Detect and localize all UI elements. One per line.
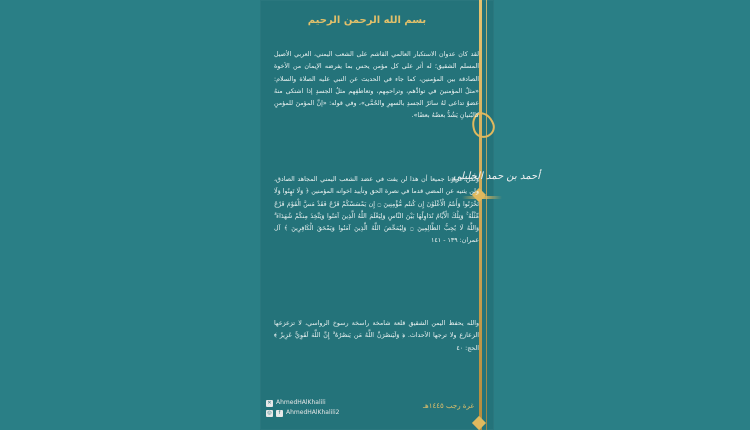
paragraph-1: لقد كان عدوان الاستكبار العالمي القاشم على الشعب اليمني، العربي الأصيل المسلم الشقيق؛ له أثر على كل مؤمن يحس بما يفرضه الإيمان من الأخوة الصادقة بين المؤمنين، كما جاء في الحديث عن النبي عليه الصلاة والسلام: «مثلُ المؤمنينَ في توادِّهم، وتراحمِهم، وتعاطفِهم مثلُ الجسدِ إذا اشتكى منهُ عضوٌ تداعى لهُ سائرُ الجسدِ بالسهرِ والحُمَّى»، وفي قوله: «إنَّ المؤمنَ للمؤمنِ كالبُنيانِ يَشُدُّ بعضُهُ بعضًا».	[274, 51, 479, 120]
x-handle: AhmedHAlKhalili	[276, 399, 326, 406]
signature: أحمد بن حمد الخليلي	[452, 171, 540, 182]
gold-divider-line	[479, 0, 482, 430]
social-handles	[266, 398, 356, 418]
x-icon: ✕	[267, 399, 272, 406]
paragraph-3: والله يحفظ اليمن الشقيق قلعة شامخة راسخة رسوخ الرواسي، لا تزعزعها الزعازع ولا ترجها الأحداث. ﴿ وَلَيَنصُرَنَّ اللَّهُ مَن يَنصُرُهُ ۗ إِنَّ اللَّهَ لَقَوِيٌّ عَزِيزٌ ﴾ الحج: ٤٠	[274, 320, 479, 352]
gold-divider-thin-line	[486, 0, 487, 430]
facebook-icon: f	[276, 410, 283, 417]
social-row-facebook[interactable]	[266, 408, 356, 418]
social-row-x[interactable]	[266, 398, 356, 408]
date-label: غرة رجب ١٤٤٥هـ	[422, 402, 474, 410]
instagram-icon: ◎	[267, 409, 272, 416]
basmala-heading: بسم الله الرحمن الرحيم	[307, 15, 427, 26]
paragraph-2: ولكن عزاؤنا جميعا أن هذا لن يفت في عضد الشعب اليمني المجاهد الصادق، ولن يثنيه عن المضي قدما في نصرة الحق وتأييد اخوانه المؤمنين ﴿ وَلَا تَهِنُوا وَلَا تَحْزَنُوا وَأَنتُمُ الْأَعْلَوْنَ إِن كُنتُم مُّؤْمِنِينَ ۝ إِن يَمْسَسْكُمْ قَرْحٌ فَقَدْ مَسَّ الْقَوْمَ قَرْحٌ مِّثْلُهُ ۚ وَتِلْكَ الْأَيَّامُ نُدَاوِلُهَا بَيْنَ النَّاسِ وَلِيَعْلَمَ اللَّهُ الَّذِينَ آمَنُوا وَيَتَّخِذَ مِنكُمْ شُهَدَاءَ ۗ وَاللَّهُ لَا يُحِبُّ الظَّالِمِينَ ۝ وَلِيُمَحِّصَ اللَّهُ الَّذِينَ آمَنُوا وَيَمْحَقَ الْكَافِرِينَ ﴾ آل عمران: ١٣٩ - ١٤١	[274, 176, 479, 245]
fb-handle: AhmedHAlKhalili2	[286, 409, 340, 416]
